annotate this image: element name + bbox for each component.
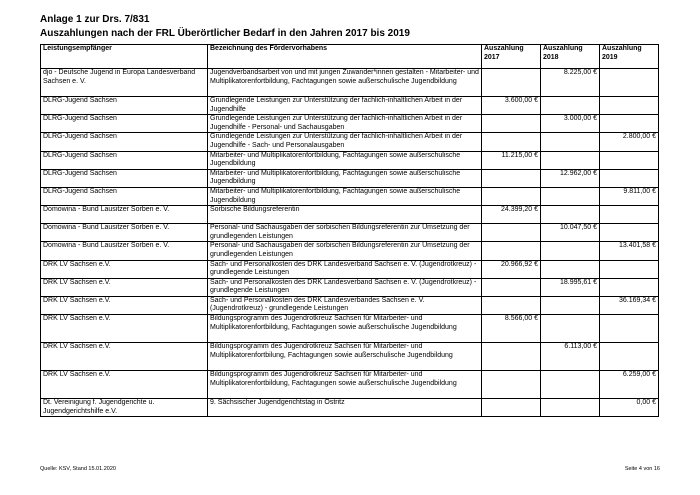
table-row (41, 133, 659, 151)
cell-auszahlung-2019 (600, 315, 659, 343)
cell-auszahlung-2017: 24.399,20 € (482, 206, 541, 224)
cell-auszahlung-2018: 3.000,00 € (541, 115, 600, 133)
cell-auszahlung-2018 (541, 187, 600, 205)
cell-auszahlung-2017 (482, 115, 541, 133)
cell-empfaenger: DRK LV Sachsen e.V. (41, 260, 208, 278)
cell-auszahlung-2018 (541, 315, 600, 343)
cell-auszahlung-2017 (482, 242, 541, 260)
cell-auszahlung-2017: 11.215,00 € (482, 151, 541, 169)
cell-auszahlung-2018 (541, 206, 600, 224)
cell-empfaenger: DLRG-Jugend Sachsen (41, 133, 208, 151)
cell-empfaenger: Domowina - Bund Lausitzer Sorben e. V. (41, 242, 208, 260)
cell-bezeichnung: Mitarbeiter- und Multiplikatorenfortbildung, Fachtagungen sowie außerschulische Jugendbildung (208, 151, 482, 169)
source-note: Quelle: KSV, Stand 15.01.2020 (40, 466, 116, 472)
header-bezeichnung: Bezeichnung des Fördervorhabens (208, 45, 482, 69)
table-row (41, 187, 659, 205)
cell-empfaenger: Domowina - Bund Lausitzer Sorben e. V. (41, 206, 208, 224)
cell-auszahlung-2018 (541, 371, 600, 399)
document-subtitle: Auszahlungen nach der FRL Überörtlicher Bedarf in den Jahren 2017 bis 2019 (40, 28, 410, 39)
cell-auszahlung-2017 (482, 169, 541, 187)
table-row (41, 278, 659, 296)
cell-bezeichnung: Bildungsprogramm des Jugendrotkreuz Sachsen für Mitarbeiter- und Multiplikatorenfortbildung, Fachtagungen sowie außerschulische Jugendbildung (208, 371, 482, 399)
cell-empfaenger: DRK LV Sachsen e.V. (41, 343, 208, 371)
table-row (41, 399, 659, 417)
cell-bezeichnung: Bildungsprogramm des Jugendrotkreuz Sachsen für Mitarbeiter- und Multiplikatorenfortbildung, Fachtagungen sowie außerschulische Jugendbildung (208, 315, 482, 343)
cell-bezeichnung: Sach- und Personalkosten des DRK Landesverband Sachsen e. V. (Jugendrotkreuz) - grundlegende Leistungen (208, 278, 482, 296)
cell-auszahlung-2017: 20.966,92 € (482, 260, 541, 278)
cell-auszahlung-2018: 18.995,61 € (541, 278, 600, 296)
cell-auszahlung-2017: 8.566,00 € (482, 315, 541, 343)
cell-bezeichnung: Grundlegende Leistungen zur Unterstützung der fachlich-inhaltlichen Arbeit in der Jugendhilfe - Personal- und Sachausgaben (208, 115, 482, 133)
table-row (41, 151, 659, 169)
cell-bezeichnung: Bildungsprogramm des Jugendrotkreuz Sachsen für Mitarbeiter- und Multiplikatorenfortbilung, Fachtagungen sowie außerschulische Jugendbildung (208, 343, 482, 371)
cell-auszahlung-2018 (541, 399, 600, 417)
cell-auszahlung-2018 (541, 242, 600, 260)
cell-bezeichnung: Sorbische Bildungsreferentin (208, 206, 482, 224)
cell-auszahlung-2017 (482, 69, 541, 97)
table-row (41, 69, 659, 97)
table-row (41, 206, 659, 224)
cell-empfaenger: DRK LV Sachsen e.V. (41, 296, 208, 314)
table-row (41, 371, 659, 399)
cell-auszahlung-2019 (600, 278, 659, 296)
cell-bezeichnung: Sach- und Personalkosten des DRK Landesverbandes Sachsen e. V. (Jugendrotkreuz) - grundlegende Leistungen (208, 296, 482, 314)
cell-bezeichnung: Mitarbeiter- und Multiplikatorenfortbildung, Fachtagungen sowie außerschulische Jugendbildung (208, 169, 482, 187)
page-number: Seite 4 von 16 (624, 466, 660, 472)
document-title: Anlage 1 zur Drs. 7/831 (40, 14, 150, 25)
cell-auszahlung-2018: 8.225,00 € (541, 69, 600, 97)
cell-auszahlung-2017: 3.600,00 € (482, 97, 541, 115)
header-empfaenger: Leistungsempfänger (41, 45, 208, 69)
cell-auszahlung-2019 (600, 169, 659, 187)
cell-bezeichnung: Grundlegende Leistungen zur Unterstützung der fachlich-inhaltlichen Arbeit in der Jugendhilfe (208, 97, 482, 115)
cell-empfaenger: DRK LV Sachsen e.V. (41, 315, 208, 343)
header-2017: Auszahlung 2017 (482, 45, 541, 69)
cell-auszahlung-2019: 9.811,00 € (600, 187, 659, 205)
table-row (41, 343, 659, 371)
cell-empfaenger: DRK LV Sachsen e.V. (41, 371, 208, 399)
cell-empfaenger: Domowina - Bund Lausitzer Sorben e. V. (41, 224, 208, 242)
cell-auszahlung-2018 (541, 97, 600, 115)
table-row (41, 315, 659, 343)
cell-empfaenger: DLRG-Jugend Sachsen (41, 97, 208, 115)
cell-auszahlung-2019 (600, 151, 659, 169)
cell-auszahlung-2018 (541, 133, 600, 151)
cell-auszahlung-2017 (482, 133, 541, 151)
cell-auszahlung-2017 (482, 187, 541, 205)
payments-table (40, 44, 659, 417)
table-row (41, 169, 659, 187)
cell-auszahlung-2017 (482, 399, 541, 417)
cell-auszahlung-2018: 6.113,00 € (541, 343, 600, 371)
cell-empfaenger: DLRG-Jugend Sachsen (41, 187, 208, 205)
cell-empfaenger: DRK LV Sachsen e.V. (41, 278, 208, 296)
header-2018: Auszahlung 2018 (541, 45, 600, 69)
cell-auszahlung-2019: 0,00 € (600, 399, 659, 417)
table-row (41, 260, 659, 278)
cell-bezeichnung: Personal- und Sachausgaben der sorbischen Bildungsreferentin zur Umsetzung der grundlegenden Leistungen (208, 224, 482, 242)
cell-bezeichnung: 9. Sächsischer Jugendgerichtstag in Ostritz (208, 399, 482, 417)
cell-auszahlung-2018: 10.047,50 € (541, 224, 600, 242)
cell-auszahlung-2017 (482, 278, 541, 296)
cell-auszahlung-2019: 6.259,00 € (600, 371, 659, 399)
cell-bezeichnung: Personal- und Sachausgaben der sorbischen Bildungsreferentin zur Umsetzung der grundlegenden Leistungen (208, 242, 482, 260)
cell-auszahlung-2019: 2.800,00 € (600, 133, 659, 151)
cell-auszahlung-2018 (541, 260, 600, 278)
header-2019: Auszahlung 2019 (600, 45, 659, 69)
table-row (41, 97, 659, 115)
cell-auszahlung-2017 (482, 296, 541, 314)
cell-auszahlung-2019: 36.169,34 € (600, 296, 659, 314)
cell-auszahlung-2017 (482, 343, 541, 371)
cell-auszahlung-2019 (600, 97, 659, 115)
cell-auszahlung-2018: 12.962,00 € (541, 169, 600, 187)
table-body (41, 69, 659, 417)
table-row (41, 296, 659, 314)
cell-empfaenger: DLRG-Jugend Sachsen (41, 115, 208, 133)
cell-auszahlung-2019 (600, 115, 659, 133)
cell-auszahlung-2018 (541, 151, 600, 169)
cell-bezeichnung: Jugendverbandsarbeit von und mit jungen Zuwander*innen gestalten - Mitarbeiter- und Multiplikatorenfortbildung, Fachtagungen sowie außerschulische Jugendbildung (208, 69, 482, 97)
cell-auszahlung-2017 (482, 371, 541, 399)
cell-auszahlung-2019: 13.401,58 € (600, 242, 659, 260)
cell-auszahlung-2019 (600, 343, 659, 371)
cell-auszahlung-2019 (600, 260, 659, 278)
cell-bezeichnung: Sach- und Personalkosten des DRK Landesverband Sachsen e. V. (Jugendrotkreuz) - grundlegende Leistungen (208, 260, 482, 278)
cell-empfaenger: djo - Deutsche Jugend in Europa Landesverband Sachsen e. V. (41, 69, 208, 97)
cell-bezeichnung: Grundlegende Leistungen zur Unterstützung der fachlich-inhaltlichen Arbeit in der Jugendhilfe - Sach- und Personalausgaben (208, 133, 482, 151)
table-row (41, 115, 659, 133)
cell-bezeichnung: Mitarbeiter- und Multiplikatorenfortbildung, Fachtagungen sowie außerschulische Jugendbildung (208, 187, 482, 205)
cell-auszahlung-2019 (600, 206, 659, 224)
table-row (41, 242, 659, 260)
cell-auszahlung-2019 (600, 69, 659, 97)
cell-auszahlung-2017 (482, 224, 541, 242)
cell-empfaenger: Dt. Vereinigung f. Jugendgerichte u. Jugendgerichtshilfe e.V. (41, 399, 208, 417)
table-row (41, 224, 659, 242)
cell-empfaenger: DLRG-Jugend Sachsen (41, 169, 208, 187)
cell-auszahlung-2019 (600, 224, 659, 242)
cell-empfaenger: DLRG-Jugend Sachsen (41, 151, 208, 169)
cell-auszahlung-2018 (541, 296, 600, 314)
